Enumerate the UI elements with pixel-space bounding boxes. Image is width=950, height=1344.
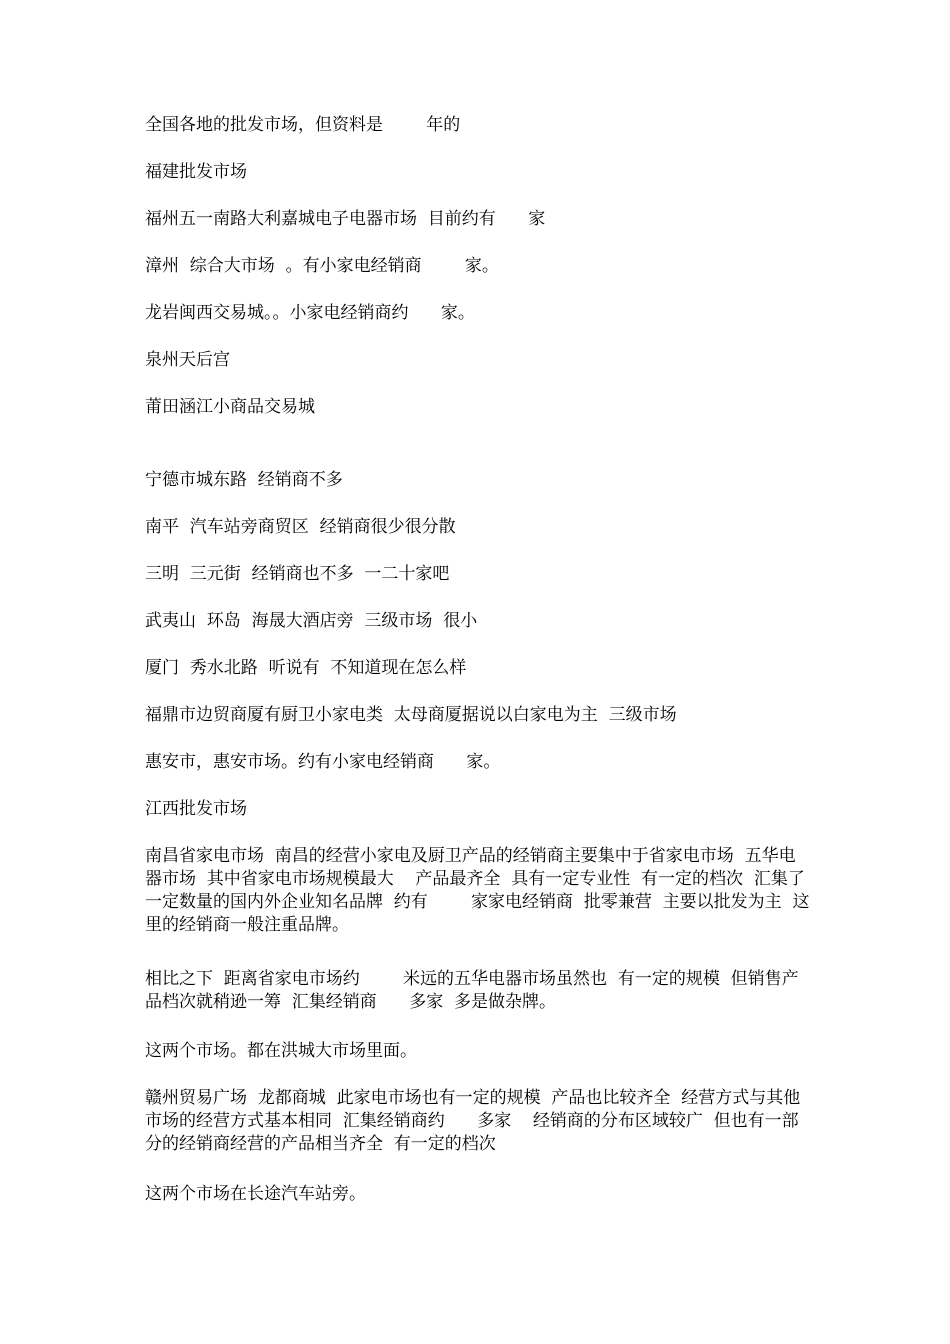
section-heading-fujian: 福建批发市场 — [145, 162, 247, 182]
paragraph-xiamen: 厦门 秀水北路 听说有 不知道现在怎么样 — [145, 658, 467, 678]
paragraph-putian: 莆田涵江小商品交易城 — [145, 397, 315, 417]
paragraph-nanchang: 南昌省家电市场 南昌的经营小家电及厨卫产品的经销商主要集中于省家电市场 五华电器市场 其中省家电市场规模最大 产品最齐全 具有一定专业性 有一定的档次 汇集了一定数量的国内外企业知名品牌 约有 家家电经销商 批零兼营 主要以批发为主 这里的经销商一般注重品牌。 — [145, 846, 810, 935]
paragraph-fuding: 福鼎市边贸商厦有厨卫小家电类 太母商厦据说以白家电为主 三级市场 — [145, 705, 677, 725]
paragraph-hongcheng: 这两个市场。都在洪城大市场里面。 — [145, 1041, 417, 1061]
paragraph-fuzhou: 福州五一南路大利嘉城电子电器市场 目前约有 家 — [145, 209, 546, 229]
paragraph-wuyishan: 武夷山 环岛 海晟大酒店旁 三级市场 很小 — [145, 611, 478, 631]
intro-paragraph: 全国各地的批发市场，但资料是 年的 — [145, 115, 461, 135]
paragraph-wuhua: 相比之下 距离省家电市场约 米远的五华电器市场虽然也 有一定的规模 但销售产品档次就稍逊一筹 汇集经销商 多家 多是做杂牌。 — [145, 969, 799, 1012]
paragraph-huian: 惠安市，惠安市场。约有小家电经销商 家。 — [145, 752, 501, 772]
paragraph-ganzhou: 赣州贸易广场 龙都商城 此家电市场也有一定的规模 产品也比较齐全 经营方式与其他市场的经营方式基本相同 汇集经销商约 多家 经销商的分布区域较广 但也有一部分的经销商经营的产品相当齐全 有一定的档次 — [145, 1088, 801, 1154]
paragraph-nanping: 南平 汽车站旁商贸区 经销商很少很分散 — [145, 517, 456, 537]
paragraph-bus-station: 这两个市场在长途汽车站旁。 — [145, 1184, 366, 1204]
paragraph-ningde: 宁德市城东路 经销商不多 — [145, 470, 343, 490]
paragraph-sanming: 三明 三元街 经销商也不多 一二十家吧 — [145, 564, 450, 584]
paragraph-quanzhou: 泉州天后宫 — [145, 350, 230, 370]
section-heading-jiangxi: 江西批发市场 — [145, 799, 247, 819]
paragraph-zhangzhou: 漳州 综合大市场 。有小家电经销商 家。 — [145, 256, 499, 276]
paragraph-longyan: 龙岩闽西交易城。。小家电经销商约 家。 — [145, 303, 475, 323]
